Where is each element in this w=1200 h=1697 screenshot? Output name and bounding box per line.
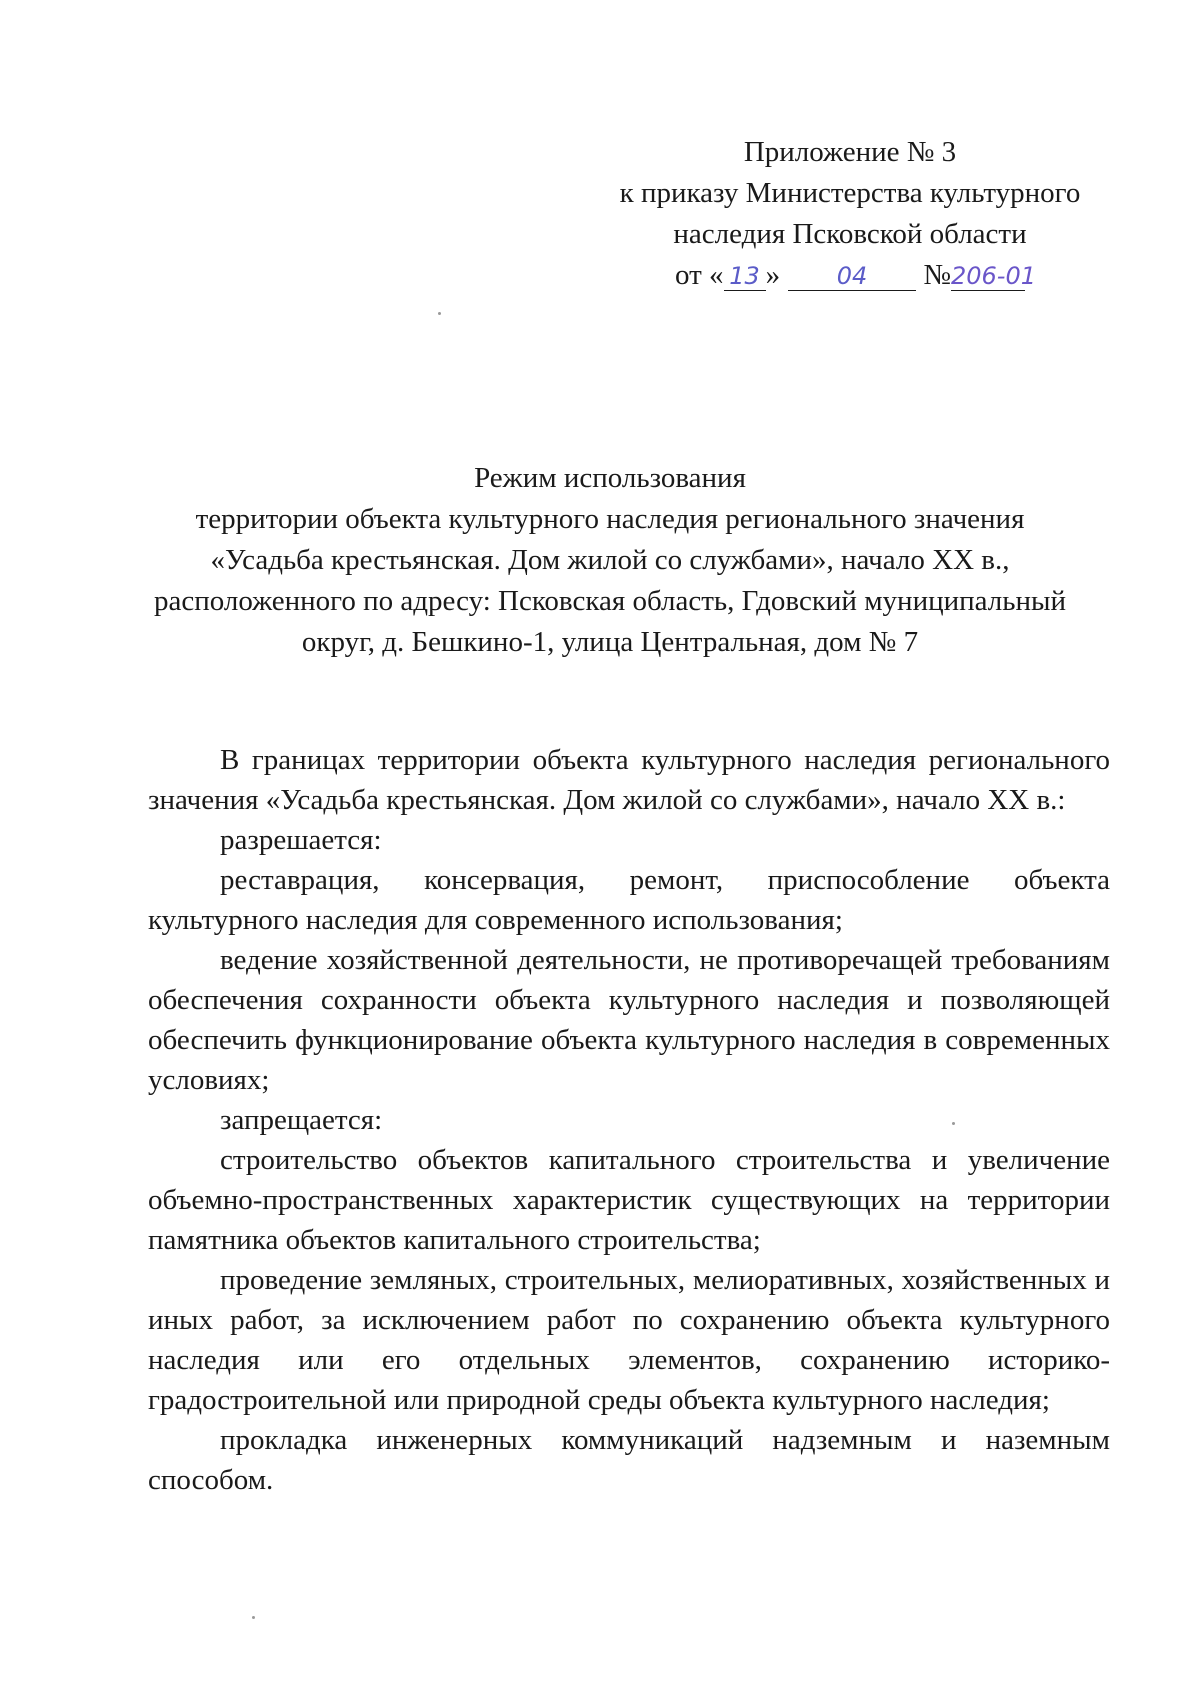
heading-line-2: территории объекта культурного наследия регионального значения (195, 503, 1025, 535)
scan-speck (952, 1122, 955, 1125)
heading-line-5: округ, д. Бешкино-1, улица Центральная, дом № 7 (301, 626, 919, 658)
appendix-header (590, 132, 1110, 296)
scan-speck (252, 1616, 255, 1619)
appendix-date-line (590, 255, 1110, 296)
allowed-item: реставрация, консервация, ремонт, приспособление объекта культурного наследия для современного использования; (148, 864, 1110, 936)
heading-line-3: «Усадьба крестьянская. Дом жилой со службами», начало XX в., (210, 544, 1010, 576)
document-body (148, 740, 1110, 1500)
handwritten-day: 13 (724, 262, 766, 291)
forbidden-item: строительство объектов капитального строительства и увеличение объемно-пространственных характеристик существующих на территории памятника объектов капитального строительства; (148, 1144, 1110, 1256)
handwritten-month: 04 (788, 262, 916, 291)
heading-title: Режим использования (474, 462, 746, 494)
forbidden-label: запрещается: (220, 1104, 383, 1136)
appendix-order-ref: к приказу Министерства культурного (619, 177, 1081, 209)
appendix-ministry: наследия Псковской области (673, 218, 1027, 250)
intro-paragraph: В границах территории объекта культурного наследия регионального значения «Усадьба крестьянская. Дом жилой со службами», начало XX в.: (148, 744, 1110, 816)
date-mid: » (765, 259, 781, 291)
number-prefix: № (923, 259, 951, 291)
appendix-title: Приложение № 3 (743, 136, 957, 168)
date-prefix: от « (675, 259, 724, 291)
handwritten-number: 206-01 (950, 262, 1036, 290)
allowed-item: ведение хозяйственной деятельности, не противоречащей требованиям обеспечения сохранности объекта культурного наследия и позволяющей обеспечить функционирование объекта культурного наследия в современных условиях; (148, 944, 1110, 1096)
forbidden-item: проведение земляных, строительных, мелиоративных, хозяйственных и иных работ, за исключением работ по сохранению объекта культурного наследия или его отдельных элементов, сохранению историко-градостроительной или природной среды объекта культурного наследия; (148, 1264, 1110, 1416)
allowed-label: разрешается: (220, 824, 382, 856)
document-heading (140, 458, 1080, 663)
scan-speck (438, 312, 441, 315)
forbidden-item: прокладка инженерных коммуникаций надземным и наземным способом. (148, 1424, 1110, 1496)
heading-line-4: расположенного по адресу: Псковская область, Гдовский муниципальный (153, 585, 1066, 617)
